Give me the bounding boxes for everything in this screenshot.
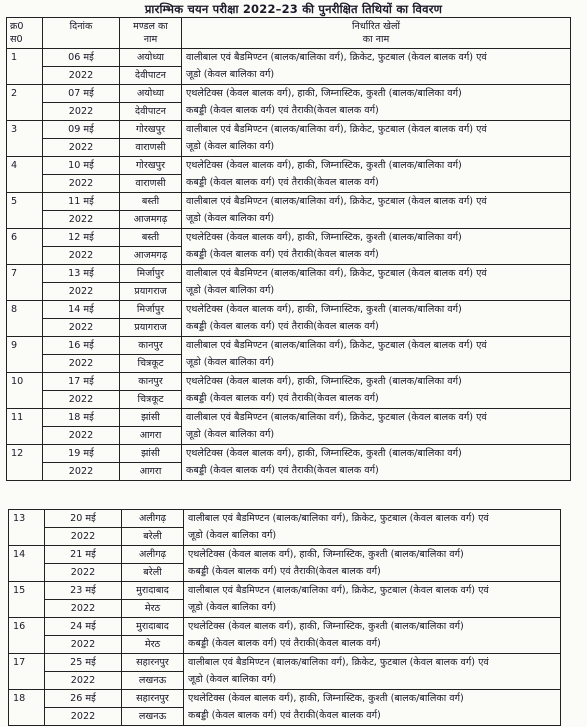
- row-number-line1: 2: [11, 88, 18, 99]
- row-date-line1: 06 मई: [43, 49, 119, 67]
- row-games-line2: कबड्डी (केवल बालक वर्ग) एवं तैराकी(केवल बालक वर्ग): [186, 393, 379, 404]
- row-games-line1: एथलेटिक्स (केवल बालक वर्ग), हाकी, जिम्नास्टिक, कुश्ती (बालक/बालिका वर्ग): [188, 621, 464, 632]
- header-row: [7, 18, 571, 49]
- row-date-line2: 2022: [68, 358, 94, 369]
- row-number: [7, 265, 43, 301]
- table-row: [7, 229, 571, 265]
- row-date-line1: 11 मई: [43, 193, 119, 211]
- table-row: [7, 193, 571, 229]
- row-division-line2: वाराणसी: [135, 142, 166, 153]
- row-date-line1: 26 मई: [45, 690, 121, 708]
- header-games-line2: का नाम: [362, 34, 390, 45]
- row-number: [9, 654, 45, 690]
- row-games-line1: वालीबाल एवं बैडमिण्टन (बालक/बालिका वर्ग), क्रिकेट, फुटबाल (केवल बालक वर्ग) एवं: [186, 340, 487, 351]
- row-division-line2: मेरठ: [144, 639, 161, 650]
- table-row: [9, 546, 561, 582]
- header-num-line1: क्र0: [10, 21, 24, 32]
- row-date-line1: 21 मई: [45, 546, 121, 564]
- row-date-line2: 2022: [70, 603, 96, 614]
- row-date: [43, 85, 120, 121]
- row-division: [122, 546, 184, 582]
- row-games: [182, 337, 571, 373]
- row-division-line2: आजमगढ़: [133, 250, 168, 261]
- row-division: [120, 373, 182, 409]
- row-number-line1: 13: [13, 513, 26, 524]
- row-number-line1: 17: [13, 657, 26, 668]
- table-row: [7, 49, 571, 85]
- row-division-line2: देवीपाटन: [134, 106, 166, 117]
- row-number: [9, 690, 45, 726]
- row-division: [120, 301, 182, 337]
- row-division-line1: अलीगढ़: [122, 510, 183, 528]
- row-division-line1: सहारनपुर: [122, 690, 183, 708]
- row-date: [45, 582, 122, 618]
- table-row: [9, 510, 561, 546]
- row-date-line1: 09 मई: [43, 121, 119, 139]
- row-number-line1: 9: [11, 340, 18, 351]
- row-games-line1: एथलेटिक्स (केवल बालक वर्ग), हाकी, जिम्नास्टिक, कुश्ती (बालक/बालिका वर्ग): [188, 693, 464, 704]
- row-games-line1: वालीबाल एवं बैडमिण्टन (बालक/बालिका वर्ग), क्रिकेट, फुटबाल (केवल बालक वर्ग) एवं: [186, 124, 487, 135]
- row-date-line2: 2022: [70, 639, 96, 650]
- row-number: [7, 157, 43, 193]
- row-games: [182, 193, 571, 229]
- row-division: [120, 49, 182, 85]
- row-date-line2: 2022: [70, 531, 96, 542]
- row-division-line1: कानपुर: [120, 373, 181, 391]
- row-games-line2: जूडो (केवल बालिका वर्ग): [188, 602, 277, 613]
- row-games-line2: जूडो (केवल बालिका वर्ग): [186, 213, 275, 224]
- row-date: [43, 157, 120, 193]
- row-division-line2: देवीपाटन: [134, 70, 166, 81]
- table-row: [7, 373, 571, 409]
- row-division-line1: बस्ती: [120, 229, 181, 247]
- row-division-line1: झांसी: [120, 409, 181, 427]
- row-games: [184, 618, 561, 654]
- row-division-line1: गोरखपुर: [120, 121, 181, 139]
- row-division: [122, 654, 184, 690]
- table-row: [7, 301, 571, 337]
- row-games-line2: जूडो (केवल बालिका वर्ग): [188, 674, 277, 685]
- row-games-line2: कबड्डी (केवल बालक वर्ग) एवं तैराकी(केवल बालक वर्ग): [186, 321, 379, 332]
- row-games: [182, 265, 571, 301]
- row-division-line1: गोरखपुर: [120, 157, 181, 175]
- row-date: [45, 510, 122, 546]
- row-division: [120, 409, 182, 445]
- row-games: [184, 546, 561, 582]
- row-division-line1: कानपुर: [120, 337, 181, 355]
- row-division-line2: चित्रकूट: [137, 394, 164, 405]
- row-number: [7, 373, 43, 409]
- header-num-line2: स0: [10, 34, 23, 45]
- table-row: [7, 445, 571, 481]
- row-number-line1: 8: [11, 304, 18, 315]
- row-date-line2: 2022: [68, 70, 94, 81]
- row-number: [7, 301, 43, 337]
- row-date-line2: 2022: [68, 142, 94, 153]
- row-games-line2: कबड्डी (केवल बालक वर्ग) एवं तैराकी(केवल बालक वर्ग): [188, 566, 381, 577]
- row-number-line1: 7: [11, 268, 18, 279]
- row-division: [120, 193, 182, 229]
- row-division-line1: मुरादाबाद: [122, 618, 183, 636]
- row-games-line2: जूडो (केवल बालिका वर्ग): [186, 69, 275, 80]
- row-games-line1: एथलेटिक्स (केवल बालक वर्ग), हाकी, जिम्नास्टिक, कुश्ती (बालक/बालिका वर्ग): [186, 448, 462, 459]
- table-row: [9, 582, 561, 618]
- row-number-line1: 16: [13, 621, 26, 632]
- row-number: [7, 193, 43, 229]
- row-date-line2: 2022: [68, 394, 94, 405]
- row-number: [9, 618, 45, 654]
- row-date-line2: 2022: [68, 286, 94, 297]
- row-number-line1: 5: [11, 196, 18, 207]
- row-date: [45, 546, 122, 582]
- row-division: [120, 229, 182, 265]
- row-date-line1: 18 मई: [43, 409, 119, 427]
- row-number: [7, 445, 43, 481]
- row-number: [7, 121, 43, 157]
- table-row: [7, 121, 571, 157]
- header-date: दिनांक: [43, 18, 120, 49]
- row-date: [45, 654, 122, 690]
- row-division: [120, 121, 182, 157]
- row-division-line2: आजमगढ़: [133, 214, 168, 225]
- row-date: [43, 193, 120, 229]
- header-num: [7, 18, 43, 49]
- row-games-line2: कबड्डी (केवल बालक वर्ग) एवं तैराकी(केवल बालक वर्ग): [188, 638, 381, 649]
- row-division-line1: अयोध्या: [120, 49, 181, 67]
- row-division-line1: अलीगढ़: [122, 546, 183, 564]
- row-games-line1: वालीबाल एवं बैडमिण्टन (बालक/बालिका वर्ग), क्रिकेट, फुटबाल (केवल बालक वर्ग) एवं: [188, 657, 489, 668]
- table-row: [7, 265, 571, 301]
- row-division: [122, 690, 184, 726]
- row-date: [43, 121, 120, 157]
- row-games: [184, 690, 561, 726]
- row-division-line2: आगरा: [139, 466, 162, 477]
- row-date: [45, 618, 122, 654]
- row-date-line1: 16 मई: [43, 337, 119, 355]
- row-date-line2: 2022: [68, 214, 94, 225]
- row-games: [184, 510, 561, 546]
- row-division-line2: बरेली: [143, 531, 162, 542]
- row-date-line2: 2022: [68, 466, 94, 477]
- row-division-line1: मिर्जापुर: [120, 301, 181, 319]
- row-number: [7, 49, 43, 85]
- row-number-line1: 18: [13, 693, 26, 704]
- row-games-line1: एथलेटिक्स (केवल बालक वर्ग), हाकी, जिम्नास्टिक, कुश्ती (बालक/बालिका वर्ग): [188, 549, 464, 560]
- row-division: [120, 445, 182, 481]
- row-date: [43, 337, 120, 373]
- row-division: [120, 337, 182, 373]
- table-row: [9, 654, 561, 690]
- row-games: [182, 49, 571, 85]
- row-division-line1: बस्ती: [120, 193, 181, 211]
- row-date-line1: 25 मई: [45, 654, 121, 672]
- row-division: [120, 157, 182, 193]
- row-games-line2: जूडो (केवल बालिका वर्ग): [186, 357, 275, 368]
- table-body-1: [7, 49, 571, 481]
- table-row: [9, 690, 561, 726]
- row-games-line2: कबड्डी (केवल बालक वर्ग) एवं तैराकी(केवल बालक वर्ग): [186, 177, 379, 188]
- header-division-line1: मण्डल का: [133, 21, 168, 32]
- row-date-line1: 17 मई: [43, 373, 119, 391]
- header-games: [182, 18, 571, 49]
- row-games-line1: वालीबाल एवं बैडमिण्टन (बालक/बालिका वर्ग), क्रिकेट, फुटबाल (केवल बालक वर्ग) एवं: [186, 52, 487, 63]
- row-date-line2: 2022: [68, 430, 94, 441]
- table-row: [9, 618, 561, 654]
- row-date: [43, 445, 120, 481]
- row-division-line2: आगरा: [139, 430, 162, 441]
- row-number-line1: 3: [11, 124, 18, 135]
- row-number-line1: 1: [11, 52, 18, 63]
- row-division-line2: लखनऊ: [138, 711, 167, 722]
- row-games: [182, 229, 571, 265]
- row-date: [43, 229, 120, 265]
- header-division: [120, 18, 182, 49]
- row-division: [120, 265, 182, 301]
- row-number: [9, 510, 45, 546]
- row-games-line2: कबड्डी (केवल बालक वर्ग) एवं तैराकी(केवल बालक वर्ग): [186, 105, 379, 116]
- row-games: [182, 121, 571, 157]
- table-row: [7, 157, 571, 193]
- row-games: [182, 85, 571, 121]
- row-division-line2: प्रयागराज: [134, 286, 167, 297]
- row-date: [43, 301, 120, 337]
- row-division-line1: झांसी: [120, 445, 181, 463]
- row-games-line2: कबड्डी (केवल बालक वर्ग) एवं तैराकी(केवल बालक वर्ग): [186, 249, 379, 260]
- row-games-line2: जूडो (केवल बालिका वर्ग): [188, 530, 277, 541]
- row-date: [43, 409, 120, 445]
- row-games-line1: एथलेटिक्स (केवल बालक वर्ग), हाकी, जिम्नास्टिक, कुश्ती (बालक/बालिका वर्ग): [186, 232, 462, 243]
- row-date-line2: 2022: [68, 178, 94, 189]
- row-date-line1: 07 मई: [43, 85, 119, 103]
- row-date: [43, 49, 120, 85]
- row-division: [122, 582, 184, 618]
- row-games-line2: जूडो (केवल बालिका वर्ग): [186, 285, 275, 296]
- table-row: [7, 409, 571, 445]
- row-number: [9, 582, 45, 618]
- row-games-line1: एथलेटिक्स (केवल बालक वर्ग), हाकी, जिम्नास्टिक, कुश्ती (बालक/बालिका वर्ग): [186, 304, 462, 315]
- row-date-line1: 14 मई: [43, 301, 119, 319]
- row-date-line1: 12 मई: [43, 229, 119, 247]
- row-games: [182, 373, 571, 409]
- row-division-line2: बरेली: [143, 567, 162, 578]
- row-date-line1: 23 मई: [45, 582, 121, 600]
- row-date-line2: 2022: [70, 675, 96, 686]
- row-division-line1: सहारनपुर: [122, 654, 183, 672]
- row-games-line2: जूडो (केवल बालिका वर्ग): [186, 429, 275, 440]
- row-date-line1: 19 मई: [43, 445, 119, 463]
- row-division: [120, 85, 182, 121]
- row-number: [7, 409, 43, 445]
- row-division-line2: मेरठ: [144, 603, 161, 614]
- row-games-line2: कबड्डी (केवल बालक वर्ग) एवं तैराकी(केवल बालक वर्ग): [188, 710, 381, 721]
- row-games-line1: एथलेटिक्स (केवल बालक वर्ग), हाकी, जिम्नास्टिक, कुश्ती (बालक/बालिका वर्ग): [186, 160, 462, 171]
- row-games-line1: एथलेटिक्स (केवल बालक वर्ग), हाकी, जिम्नास्टिक, कुश्ती (बालक/बालिका वर्ग): [186, 88, 462, 99]
- row-number-line1: 15: [13, 585, 26, 596]
- row-division-line2: लखनऊ: [138, 675, 167, 686]
- row-games-line2: कबड्डी (केवल बालक वर्ग) एवं तैराकी(केवल बालक वर्ग): [186, 465, 379, 476]
- row-number-line1: 6: [11, 232, 18, 243]
- row-division-line2: वाराणसी: [135, 178, 166, 189]
- row-games-line1: एथलेटिक्स (केवल बालक वर्ग), हाकी, जिम्नास्टिक, कुश्ती (बालक/बालिका वर्ग): [186, 376, 462, 387]
- row-date-line1: 13 मई: [43, 265, 119, 283]
- row-games-line1: वालीबाल एवं बैडमिण्टन (बालक/बालिका वर्ग), क्रिकेट, फुटबाल (केवल बालक वर्ग) एवं: [188, 585, 489, 596]
- row-games: [182, 301, 571, 337]
- row-number-line1: 11: [11, 412, 24, 423]
- row-games-line1: वालीबाल एवं बैडमिण्टन (बालक/बालिका वर्ग), क्रिकेट, फुटबाल (केवल बालक वर्ग) एवं: [188, 513, 489, 524]
- row-division-line2: चित्रकूट: [137, 358, 164, 369]
- row-date-line2: 2022: [68, 106, 94, 117]
- table-row: [7, 337, 571, 373]
- row-games: [184, 582, 561, 618]
- row-number: [7, 85, 43, 121]
- row-date-line2: 2022: [70, 711, 96, 722]
- row-number: [7, 229, 43, 265]
- row-games-line1: वालीबाल एवं बैडमिण्टन (बालक/बालिका वर्ग), क्रिकेट, फुटबाल (केवल बालक वर्ग) एवं: [186, 412, 487, 423]
- header-division-line2: नाम: [143, 34, 158, 45]
- row-date: [43, 373, 120, 409]
- row-date-line1: 10 मई: [43, 157, 119, 175]
- row-date-line2: 2022: [68, 322, 94, 333]
- row-division-line1: मुरादाबाद: [122, 582, 183, 600]
- row-games: [182, 445, 571, 481]
- header-games-line1: निर्धारित खेलों: [352, 21, 400, 32]
- row-division: [122, 510, 184, 546]
- row-date-line1: 20 मई: [45, 510, 121, 528]
- row-date: [43, 265, 120, 301]
- schedule-table-1: [6, 17, 571, 481]
- table-body-2: [9, 510, 561, 726]
- row-games-line2: जूडो (केवल बालिका वर्ग): [186, 141, 275, 152]
- row-games: [182, 409, 571, 445]
- row-date-line1: 24 मई: [45, 618, 121, 636]
- row-date: [45, 690, 122, 726]
- schedule-table-2: [8, 509, 561, 726]
- row-division: [122, 618, 184, 654]
- row-games: [184, 654, 561, 690]
- row-games-line1: वालीबाल एवं बैडमिण्टन (बालक/बालिका वर्ग), क्रिकेट, फुटबाल (केवल बालक वर्ग) एवं: [186, 196, 487, 207]
- row-number: [9, 546, 45, 582]
- row-number-line1: 12: [11, 448, 24, 459]
- row-division-line1: अयोध्या: [120, 85, 181, 103]
- row-date-line2: 2022: [68, 250, 94, 261]
- row-games-line1: वालीबाल एवं बैडमिण्टन (बालक/बालिका वर्ग), क्रिकेट, फुटबाल (केवल बालक वर्ग) एवं: [186, 268, 487, 279]
- row-number-line1: 14: [13, 549, 26, 560]
- table-row: [7, 85, 571, 121]
- row-date-line2: 2022: [70, 567, 96, 578]
- row-number-line1: 4: [11, 160, 18, 171]
- row-number: [7, 337, 43, 373]
- document-title: प्रारम्भिक चयन परीक्षा 2022–23 की पुनरीक्षित तिथियों का विवरण: [144, 2, 443, 16]
- row-games: [182, 157, 571, 193]
- row-division-line2: प्रयागराज: [134, 322, 167, 333]
- row-division-line1: मिर्जापुर: [120, 265, 181, 283]
- row-number-line1: 10: [11, 376, 24, 387]
